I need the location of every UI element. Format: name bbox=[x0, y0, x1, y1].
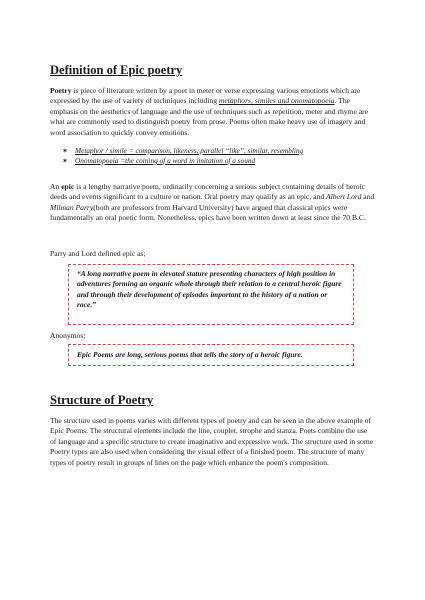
name-albert-lord: Albert Lord bbox=[326, 192, 362, 202]
paragraph-structure: The structure used in poems varies with different types of poetry and can be seen in the above example of Epic Poems. The structural elements include the line, couplet, strophe and stanza. Poets combine the use of language and a specific structure to create imaginative and expressive work. The structure used in some Poetry types are also used when considering the visual effect of a finished poem. The structure of many types of poetry result in groups of lines on the page which enhance the poem's composition. bbox=[50, 416, 374, 467]
name-milman-parry: Milman Parry bbox=[50, 202, 94, 212]
paragraph-parry-lord-intro: Parry and Lord defined epic as; bbox=[50, 249, 146, 258]
paragraph-epic-definition: An epic is a lengthy narrative poem, ordinarily concerning a serious subject containing details of heroic deeds and events significant to a culture or nation. Oral poetry may qualify as an epic, and Albert Lord and Milman Parry(both are professors from Harvard University) have argued that classical epics were fundamentally an oral poetic form. Nonetheless, epics have been written down at least since the 70 B.C. bbox=[50, 182, 375, 223]
star-bullet-icon: ✶ bbox=[62, 157, 68, 165]
term-epic: epic bbox=[61, 182, 75, 191]
paragraph-anonymos: Anonymos; bbox=[50, 331, 86, 340]
star-bullet-icon: ✶ bbox=[62, 147, 68, 155]
heading-structure-of-poetry: Structure of Poetry bbox=[50, 393, 154, 407]
list-item: ✶ Metaphor / simile = comparison, likeness, parallel “like”, similar, resembling bbox=[62, 146, 304, 155]
quote-box-anonymos: Epic Poems are long, serious poems that tells the story of a heroic figure. bbox=[68, 344, 354, 366]
list-item: ✶ Onomatopoeia =the coining of a word in imitation of a sound bbox=[62, 156, 256, 165]
technique-bullet-list bbox=[62, 146, 362, 166]
techniques-link: metaphors, similes and onomatopoeia bbox=[218, 96, 335, 106]
heading-definition-of-epic-poetry: Definition of Epic poetry bbox=[50, 63, 183, 77]
quote-box-parry-lord: “A long narrative poem in elevated stature presenting characters of high position in adventures forming an organic whole through their relation to a central heroic figure and through their development of episodes important to the history of a nation or race.” bbox=[68, 264, 354, 325]
term-poetry: Poetry bbox=[50, 86, 72, 95]
paragraph-poetry-definition: Poetry is piece of literature written by a poet in meter or verse expressing various emotions which are expressed by the use of variety of techniques including metaphors, similes and onomatopoeia. The emphasis on the aesthetics of language and the use of techniques such as repetition, meter and rhyme are what are commonly used to distinguish poetry from prose. Poems often make heavy use of imagery and word association to quickly convey emotions. bbox=[50, 86, 368, 137]
